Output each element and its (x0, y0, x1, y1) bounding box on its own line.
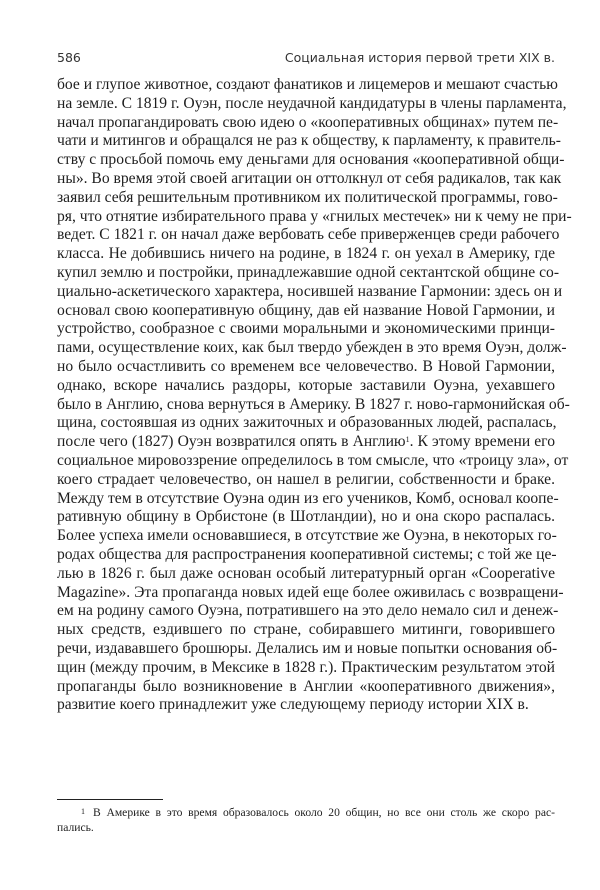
text-line: щин (между прочим, в Мексике в 1828 г.). Практическим результатом этой (57, 658, 555, 676)
page-number: 586 (57, 50, 81, 65)
text-line: основал свою кооперативную общину, дав ей название Новой Гармонии, и (57, 301, 555, 319)
text-line: чати и митингов и обращался не раз к обществу, к парламенту, к правитель- (57, 132, 561, 150)
text-line: ративную общину в Орбистоне (в Шотландии), но и она скоро распалась. (57, 508, 555, 526)
running-title: Социальная история первой трети XIX в. (284, 50, 555, 65)
text-line: пропаганды было возникновение в Англии «кооперативного движения», (57, 677, 555, 695)
text-line: бое и глупое животное, создают фанатиков и лицемеров и мешают счастью (57, 76, 558, 93)
text-line: устройство, сообразное с своими моральными и экономическими принци- (57, 320, 555, 338)
text-line: но было осчастливить со временем все человечество. В Новой Гармонии, (57, 357, 555, 375)
text-line: коего страдает человечество, он нашел в религии, собственности и браке. (57, 470, 555, 488)
text-segment: . К этому времени его (409, 433, 555, 451)
text-line (57, 433, 555, 452)
text-line: речи, издававшего брошюры. Делались им и новые попытки основания об- (57, 639, 558, 657)
footnote-text: В Америке в это время образовалось около 20 общин, но все они столь же скоро рас- (93, 806, 555, 819)
text-line: заявил себя решительным противником их политической программы, гово- (57, 188, 558, 206)
text-line: Magazine». Эта пропаганда новых идей еще более оживилась с возвращени- (57, 583, 564, 601)
text-line: класса. Не добившись ничего на родине, в 1824 г. он уехал в Америку, где (57, 245, 555, 263)
footnote-number: 1 (81, 807, 85, 816)
text-segment: после чего (1827) Оуэн возвратился опять в Англию (57, 433, 406, 451)
footnote-divider (57, 799, 163, 800)
footnote-reference[interactable]: 1 (405, 435, 410, 445)
text-line: купил землю и постройки, принадлежавшие одной сектантской общине со- (57, 263, 560, 281)
text-line: ем на родину самого Оуэна, потратившего на это дело немало сил и денеж- (57, 602, 559, 620)
text-line: родах общества для распространения кооперативной системы; с той же це- (57, 545, 557, 563)
text-line: ря, что отнятие избирательного права у «гнилых местечек» ни к чему не при- (57, 207, 572, 225)
text-line: на земле. С 1819 г. Оуэн, после неудачной кандидатуры в члены парламента, (57, 94, 567, 112)
text-line: Более успеха имели основавшиеся, в отсутствие же Оуэна, в некоторых го- (57, 527, 557, 545)
footnote-line (57, 806, 555, 821)
text-line: однако, вскоре начались раздоры, которые заставили Оуэна, уехавшего (57, 376, 555, 394)
footnote (57, 806, 555, 835)
body-text (57, 76, 572, 715)
text-line: Между тем в отсутствие Оуэна один из его учеников, Комб, основал коопе- (57, 489, 559, 507)
text-line: щина, состоявшая из одних зажиточных и образованных людей, распалась, (57, 414, 557, 432)
text-line: начал пропагандировать свою идею о «кооперативных общинах» путем пе- (57, 113, 559, 131)
text-line: ны». Во время этой своей агитации он оттолкнул от себя радикалов, так как (57, 169, 562, 187)
text-line: ных средств, ездившего по стране, собиравшего митинги, говорившего (57, 621, 555, 639)
text-line: циально-аскетического характера, носившей название Гармонии: здесь он и (57, 282, 563, 300)
text-line: лью в 1826 г. был даже основан особый литературный орган «Cooperative (57, 564, 555, 582)
text-line: ведет. С 1821 г. он начал даже вербовать себе приверженцев среди рабочего (57, 226, 560, 244)
page-header (57, 50, 555, 68)
text-line: развитие коего принадлежит уже следующему периоду истории XIX в. (57, 696, 529, 714)
text-line: социальное мировоззрение определилось в том смысле, что «троицу зла», от (57, 451, 569, 469)
text-line: было в Англию, снова вернуться в Америку. В 1827 г. ново-гармонийская об- (57, 395, 570, 413)
text-line: пами, осуществление коих, как был твердо убежден в это время Оуэн, долж- (57, 339, 567, 357)
footnote-line: пались. (57, 820, 94, 834)
text-line: ству с просьбой помочь ему деньгами для основания «кооперативной общи- (57, 151, 565, 169)
